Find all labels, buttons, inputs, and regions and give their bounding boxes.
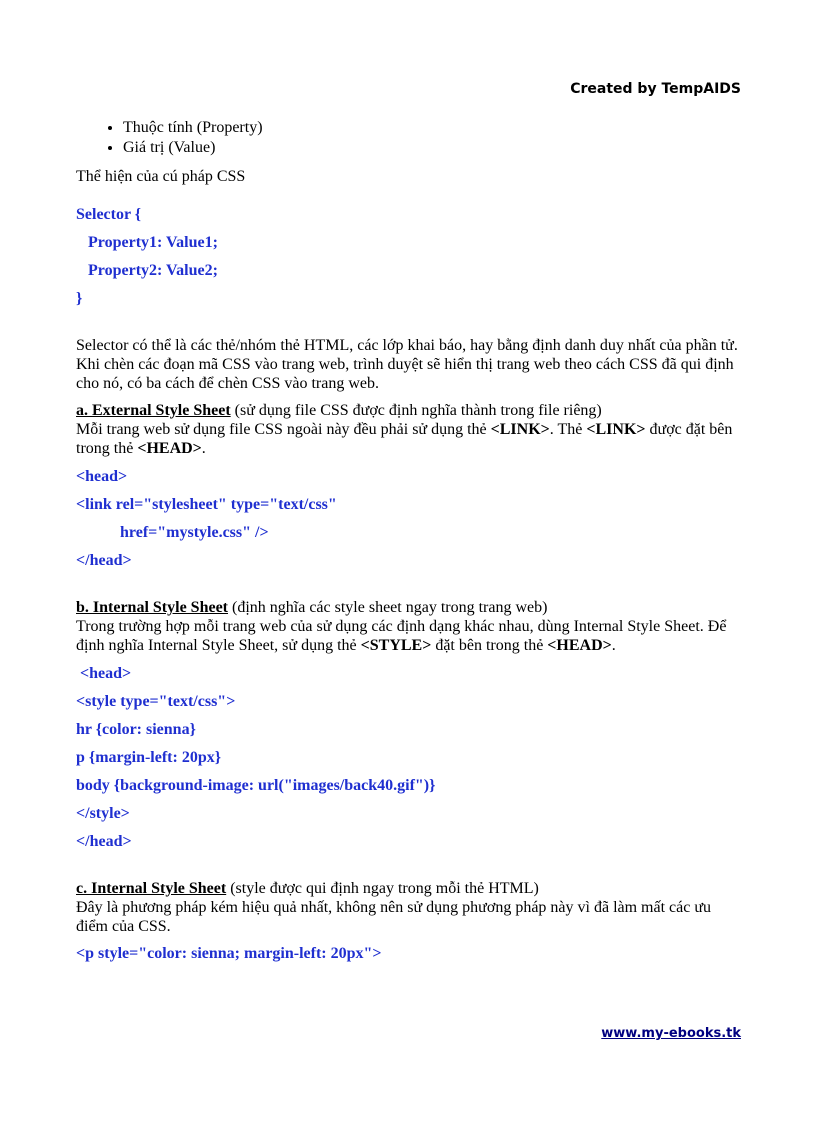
- code-line: p {margin-left: 20px}: [76, 749, 222, 766]
- section-b-text: [76, 598, 746, 655]
- code-line: hr {color: sienna}: [76, 721, 196, 738]
- syntax-block: [76, 205, 746, 308]
- section-c-text: [76, 879, 746, 936]
- body-text: .: [611, 637, 616, 654]
- paragraph: Selector có thể là các thẻ/nhóm thẻ HTML, các lớp khai báo, hay bằng định danh duy nhất của phần tử. Khi chèn các đoạn mã CSS vào trang web, trình duyệt sẽ hiển thị trang web theo cách CSS đã qui định cho nó, có ba cách để chèn CSS vào trang web.: [76, 337, 738, 392]
- document-body: [76, 118, 746, 963]
- tag-name: <HEAD>: [137, 440, 202, 457]
- body-text: Trong trường hợp mỗi trang web của sử dụng các định dạng khác nhau, dùng Internal Style Sheet. Để định nghĩa Internal Style Sheet, sử dụng thẻ: [76, 618, 727, 654]
- tag-name: <HEAD>: [547, 637, 612, 654]
- tag-name: <STYLE>: [360, 637, 432, 654]
- code-line: href="mystyle.css" />: [120, 524, 269, 541]
- section-c-heading: c. Internal Style Sheet: [76, 880, 227, 897]
- code-line: <style type="text/css">: [76, 693, 236, 710]
- footer-link[interactable]: www.my-ebooks.tk: [601, 1026, 741, 1041]
- body-text: . Thẻ: [549, 421, 587, 438]
- heading-note: (định nghĩa các style sheet ngay trong trang web): [228, 599, 548, 616]
- code-line: Property1: Value1;: [88, 234, 218, 251]
- code-line: </style>: [76, 805, 130, 822]
- heading-note: (style được qui định ngay trong mỗi thẻ HTML): [226, 880, 539, 897]
- list-item: • Thuộc tính (Property): [123, 118, 746, 138]
- code-line: Property2: Value2;: [88, 262, 218, 279]
- page-header: Created by TempAIDS: [570, 81, 741, 97]
- code-line: }: [76, 290, 83, 307]
- body-text: .: [201, 440, 206, 457]
- heading-note: (sử dụng file CSS được định nghĩa thành trong file riêng): [230, 402, 602, 419]
- tag-name: <LINK>: [490, 421, 550, 438]
- section-a-code: [76, 467, 746, 570]
- code-line: <head>: [80, 665, 132, 682]
- intro-text: Thể hiện của cú pháp CSS: [76, 168, 246, 185]
- code-line: </head>: [76, 833, 132, 850]
- section-c-code: [76, 944, 746, 963]
- section-b-heading: b. Internal Style Sheet: [76, 599, 228, 616]
- code-line: <head>: [76, 468, 128, 485]
- code-line: </head>: [76, 552, 132, 569]
- bullet-list: [76, 118, 746, 158]
- code-line: Selector {: [76, 206, 142, 223]
- code-line: body {background-image: url("images/back40.gif")}: [76, 777, 436, 794]
- body-text: Đây là phương pháp kém hiệu quả nhất, không nên sử dụng phương pháp này vì đã làm mất các ưu điểm của CSS.: [76, 899, 712, 935]
- list-item: • Giá trị (Value): [123, 138, 746, 158]
- section-b-code: [76, 664, 746, 851]
- body-text: Mỗi trang web sử dụng file CSS ngoài này đều phải sử dụng thẻ: [76, 421, 491, 438]
- tag-name: <LINK>: [586, 421, 646, 438]
- code-line: <link rel="stylesheet" type="text/css": [76, 496, 337, 513]
- body-text: đặt bên trong thẻ: [431, 637, 548, 654]
- code-line: <p style="color: sienna; margin-left: 20px">: [76, 945, 382, 962]
- section-a-heading: a. External Style Sheet: [76, 402, 231, 419]
- section-a-text: [76, 401, 746, 458]
- body-text: được đặt bên trong thẻ: [76, 421, 733, 457]
